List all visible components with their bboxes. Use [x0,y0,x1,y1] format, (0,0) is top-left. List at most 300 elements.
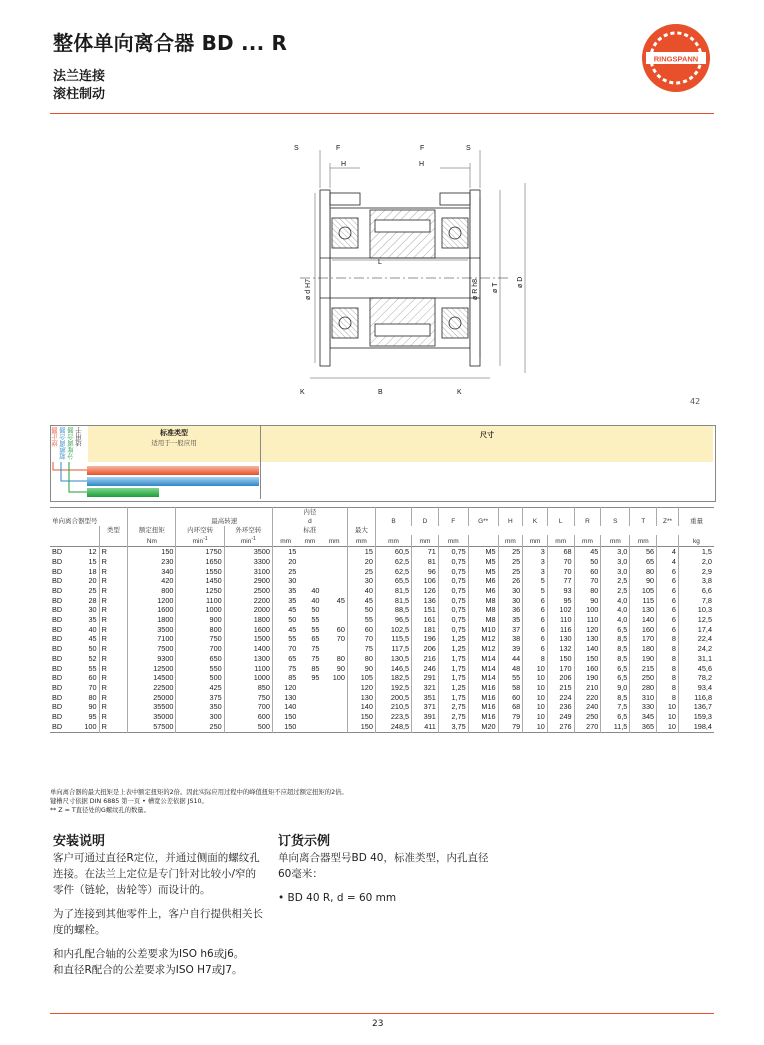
table-cell: 75 [347,644,375,654]
table-cell: 115 [630,596,657,606]
table-cell: 39 [498,644,523,654]
table-cell: BD [52,624,63,634]
col-h: H [498,508,523,527]
table-cell [321,615,347,625]
table-cell: 140 [630,615,657,625]
table-cell: 4 [657,547,679,557]
table-cell: 36 [498,605,523,615]
table-cell: 6,6 [678,586,714,596]
header-max: 最大 [347,526,375,535]
table-row [50,634,714,644]
table-cell: 206 [547,673,574,683]
table-cell: 30 [88,605,97,615]
table-cell: 22,4 [678,634,714,644]
header-outer: 外环空转 [224,526,272,535]
order-p1: 单向离合器型号BD 40，标准类型，内孔直径60毫米： [278,852,489,880]
table-cell: 130,5 [375,654,411,664]
table-cell: 0,75 [438,586,468,596]
table-cell: R [99,576,128,586]
subtitle-flange: 法兰连接 [53,69,106,84]
table-cell: 223,5 [375,712,411,722]
table-cell: 31,1 [678,654,714,664]
table-cell: 4,0 [601,615,630,625]
page-number: 23 [372,1019,384,1029]
table-cell: BD [52,721,63,731]
table-cell: 45 [272,625,298,635]
table-cell: 11,5 [601,722,630,732]
col-indexing: 分度离合器 [67,427,75,460]
table-cell: R [99,605,128,615]
table-cell: 80 [347,654,375,664]
table-cell: 45 [336,595,345,605]
table-cell: 8,5 [601,654,630,664]
table-cell: 150 [272,712,298,722]
table-cell: 8 [657,664,679,674]
table-cell: 8 [657,634,679,644]
table-cell: BD [52,585,63,595]
table-cell: 6 [657,605,679,615]
table-cell [321,586,347,596]
table-cell: 117,5 [375,644,411,654]
table-cell: 1,75 [438,673,468,683]
table-cell: 14500 [128,673,176,683]
table-cell: BD [52,644,63,654]
table-cell: 75 [311,653,320,663]
table-cell: R [99,634,128,644]
table-cell: 45 [574,547,601,557]
table-cell: 0,75 [438,557,468,567]
table-cell: 650 [176,654,224,664]
table-cell: M20 [468,722,498,732]
table-cell: 55 [272,634,298,644]
table-cell: 250 [630,673,657,683]
table-cell: M14 [468,673,498,683]
col-suitable: 适用于 [75,427,83,447]
table-cell: 2000 [224,605,272,615]
table-cell: 55 [311,615,320,625]
table-cell: 9300 [128,654,176,664]
table-row [50,712,714,722]
table-cell [298,557,321,567]
table-cell: 7100 [128,634,176,644]
table-cell: 150 [347,722,375,732]
table-cell: 270 [574,722,601,732]
table-cell: 365 [630,722,657,732]
dim-label-s-right: S [466,145,471,152]
table-cell: R [99,683,128,693]
table-cell: 1100 [176,596,224,606]
table-cell: 3,8 [678,576,714,586]
table-cell: 55 [498,673,523,683]
unit-inner: $\min^{-1}$ [176,535,224,547]
col-backstop: 逆止器 [51,427,59,447]
dim-label-k-right: K [457,389,462,396]
table-cell: 8 [657,644,679,654]
table-cell [321,576,347,586]
table-cell: 25 [88,585,97,595]
table-row [50,664,714,674]
table-cell: 391 [412,712,439,722]
table-cell: 291 [412,673,439,683]
table-cell: 68 [547,547,574,557]
table-cell: 65,5 [375,576,411,586]
table-cell: M16 [468,712,498,722]
table-cell: 40 [311,585,320,595]
table-cell: 95 [547,596,574,606]
table-row [50,654,714,664]
installation-heading: 安装说明 [53,834,106,849]
note-2: 键槽尺寸依据 DIN 6885 第一页 • 槽宽公差依据 JS10。 [50,798,208,805]
table-cell [298,693,321,703]
table-cell: 50 [311,605,320,615]
technical-drawing [270,138,540,403]
col-d: D [412,508,439,527]
table-cell: 12,5 [678,615,714,625]
table-cell: M14 [468,654,498,664]
table-cell: 25 [498,547,523,557]
col-z: Z** [657,508,679,527]
header-bore: 内径 [303,509,317,516]
dim-label-k-left: K [300,389,305,396]
table-cell: 3300 [224,557,272,567]
table-cell: 60 [88,673,97,683]
table-cell: 351 [412,693,439,703]
table-cell: 1800 [224,615,272,625]
table-cell: 60 [498,693,523,703]
installation-text [53,850,265,978]
table-cell: 26 [498,576,523,586]
table-cell: 550 [176,664,224,674]
table-cell: 700 [176,644,224,654]
unit-kg: kg [678,535,714,547]
table-cell: 1000 [176,605,224,615]
table-cell: 30 [498,586,523,596]
table-cell [298,547,321,557]
table-cell: BD [52,556,63,566]
table-cell: 1,5 [678,547,714,557]
dim-label-f-left: F [336,145,341,152]
table-cell: 100 [84,721,97,731]
table-cell: 81,5 [375,596,411,606]
table-cell: 181 [412,625,439,635]
table-cell: 30 [498,596,523,606]
table-cell: 3500 [224,547,272,557]
table-cell: 2,9 [678,567,714,577]
table-cell: 1000 [224,673,272,683]
table-cell: 95 [88,712,97,722]
table-cell: 4 [657,557,679,567]
table-cell: 6 [523,625,548,635]
table-cell: 60 [336,624,345,634]
table-cell: 45,6 [678,664,714,674]
table-cell: BD [52,692,63,702]
table-cell: 230 [128,557,176,567]
table-cell: 170 [547,664,574,674]
unit-mm-4: mm [347,535,375,547]
table-cell: 8,5 [601,693,630,703]
table-cell: 17,4 [678,625,714,635]
table-cell: R [99,712,128,722]
table-cell: 6,5 [601,673,630,683]
table-cell: 240 [574,702,601,712]
header-bore-sym: d [308,518,312,525]
table-cell [321,567,347,577]
table-cell: 236 [547,702,574,712]
table-cell: 130 [347,693,375,703]
table-cell: 206 [412,644,439,654]
unit-mm-12: mm [601,535,630,547]
table-cell [298,683,321,693]
table-cell: 220 [574,693,601,703]
table-cell: 310 [630,693,657,703]
table-cell: R [99,644,128,654]
table-cell: 196 [412,634,439,644]
table-cell: 2,0 [678,557,714,567]
table-cell: 55 [347,615,375,625]
table-cell: 110 [547,615,574,625]
table-cell: 6 [657,615,679,625]
table-cell: 3100 [224,567,272,577]
table-cell: 120 [272,683,298,693]
table-cell: 25000 [128,693,176,703]
table-cell: 70 [347,634,375,644]
table-row [50,576,714,586]
table-cell: 250 [176,722,224,732]
table-cell [321,683,347,693]
table-cell: 70 [272,644,298,654]
table-cell: 159,3 [678,712,714,722]
table-cell: 330 [630,702,657,712]
installation-p3: 和内孔配合轴的公差要求为ISO h6或j6。 [53,948,245,960]
table-cell: 62,5 [375,567,411,577]
table-row [50,722,714,732]
table-cell: 6 [523,634,548,644]
table-cell: 10 [657,702,679,712]
col-f: F [438,508,468,527]
col-t: T [630,508,657,527]
table-cell: 6 [657,625,679,635]
table-cell: 130 [272,693,298,703]
table-cell: 81 [412,557,439,567]
table-cell: 192,5 [375,683,411,693]
table-cell: 350 [176,702,224,712]
table-cell: 4,0 [601,605,630,615]
table-cell: 85 [272,673,298,683]
table-cell: 50 [272,615,298,625]
table-cell: 500 [176,673,224,683]
table-cell: 10 [523,693,548,703]
table-cell: M16 [468,683,498,693]
table-cell: 150 [272,722,298,732]
table-cell: 10 [523,673,548,683]
table-cell: 25 [347,567,375,577]
table-cell: 88,5 [375,605,411,615]
table-cell: BD [52,576,63,586]
header-size: 单向离合器型号 [52,518,98,525]
table-cell: 146,5 [375,664,411,674]
table-cell: BD [52,712,63,722]
table-cell: 130 [630,605,657,615]
table-cell: 50 [347,605,375,615]
table-cell: R [99,625,128,635]
table-cell: 20 [347,557,375,567]
table-cell: 6 [657,596,679,606]
table-cell: 58 [498,683,523,693]
table-cell: 50 [574,557,601,567]
order-text [278,850,498,906]
table-cell: 2500 [224,586,272,596]
table-row [50,702,714,712]
table-cell: 6 [523,596,548,606]
table-cell: BD [52,634,63,644]
table-cell: 8,5 [601,644,630,654]
table-cell: 7,5 [601,702,630,712]
table-cell: 6 [523,615,548,625]
table-cell: 5 [523,576,548,586]
table-cell: 115,5 [375,634,411,644]
table-cell: M12 [468,644,498,654]
table-cell: 2,75 [438,702,468,712]
col-s: S [601,508,630,527]
table-cell: 102,5 [375,625,411,635]
header-inner: 内环空转 [176,526,224,535]
table-cell: 71 [412,547,439,557]
table-cell: 190 [574,673,601,683]
table-cell: 10 [523,664,548,674]
table-cell: 8 [657,683,679,693]
table-cell: 250 [574,712,601,722]
table-cell: 900 [176,615,224,625]
col-weight: 重量 [678,508,714,527]
table-row [50,586,714,596]
table-cell: 25 [272,567,298,577]
table-cell: 40 [311,595,320,605]
table-cell: 12500 [128,664,176,674]
table-cell: 44 [498,654,523,664]
table-row [50,693,714,703]
table-cell: 105 [630,586,657,596]
dim-label-r: ø R h8 [472,278,479,300]
table-cell: BD [52,702,63,712]
table-cell: 10 [657,712,679,722]
table-cell: 190 [630,654,657,664]
table-cell: 90 [347,664,375,674]
table-cell: 1600 [128,605,176,615]
table-cell: 75 [311,644,320,654]
table-cell: 3,0 [601,567,630,577]
selection-table [50,425,716,502]
table-cell: R [99,567,128,577]
table-cell: 371 [412,702,439,712]
table-cell: 120 [574,625,601,635]
table-cell: BD [52,595,63,605]
dim-label-t: ø T [492,282,499,293]
table-cell [321,557,347,567]
table-cell: 20 [272,557,298,567]
table-cell: 180 [630,644,657,654]
table-cell: 1,25 [438,683,468,693]
table-cell: 6 [523,644,548,654]
table-cell: 65 [272,654,298,664]
unit-torque: Nm [128,535,176,547]
table-cell: M14 [468,664,498,674]
table-cell: 7500 [128,644,176,654]
table-cell: 1650 [176,557,224,567]
table-cell: 70 [547,557,574,567]
unit-mm-11: mm [574,535,601,547]
table-cell: 160 [630,625,657,635]
table-cell: M8 [468,605,498,615]
table-cell: 95 [311,673,320,683]
table-row [50,596,714,606]
table-cell: 56 [630,547,657,557]
table-cell: 130 [574,634,601,644]
col-r: R [574,508,601,527]
table-cell: 90 [336,663,345,673]
dimensions-title: 尺寸 [480,431,494,439]
table-cell: 8 [523,654,548,664]
table-cell: 3,75 [438,722,468,732]
table-cell: 120 [347,683,375,693]
table-cell: 35 [88,615,97,625]
installation-p2: 为了连接到其他零件上，客户自行提供相关长度的螺栓。 [53,908,263,936]
table-cell: 420 [128,576,176,586]
application-columns [51,426,87,462]
table-row [50,683,714,693]
table-cell: 35000 [128,712,176,722]
table-cell: R [99,557,128,567]
table-cell [321,693,347,703]
table-cell: 116 [547,625,574,635]
table-cell: 35 [272,596,298,606]
table-cell: 2200 [224,596,272,606]
table-cell: 150 [128,547,176,557]
table-row [50,605,714,615]
unit-mm-8: mm [498,535,523,547]
table-cell: 79 [498,722,523,732]
table-cell: 215 [547,683,574,693]
table-cell: 106 [412,576,439,586]
table-cell: 10 [523,712,548,722]
table-cell: R [99,654,128,664]
unit-mm-2: mm [304,538,316,546]
footer-divider [50,1013,714,1014]
table-cell: 2900 [224,576,272,586]
order-item: • BD 40 R, d = 60 mm [278,892,397,904]
table-cell: 216 [412,654,439,664]
table-cell: M6 [468,576,498,586]
table-cell: 62,5 [375,557,411,567]
subtitle-roller: 滚柱制动 [53,87,106,102]
table-cell: 1,75 [438,664,468,674]
table-cell: 102 [547,605,574,615]
table-cell: 93,4 [678,683,714,693]
table-cell: 1400 [224,644,272,654]
table-cell: 8 [657,693,679,703]
table-cell: M10 [468,625,498,635]
table-row [50,644,714,654]
table-cell: BD [52,683,63,692]
table-cell: 15 [347,547,375,557]
table-cell: 750 [224,693,272,703]
table-cell: 57500 [128,722,176,732]
table-cell: 182,5 [375,673,411,683]
table-cell: 8 [657,673,679,683]
table-cell: 12 [88,547,97,557]
table-cell: BD [52,566,63,576]
table-cell: 70 [547,567,574,577]
table-cell: 80 [574,586,601,596]
